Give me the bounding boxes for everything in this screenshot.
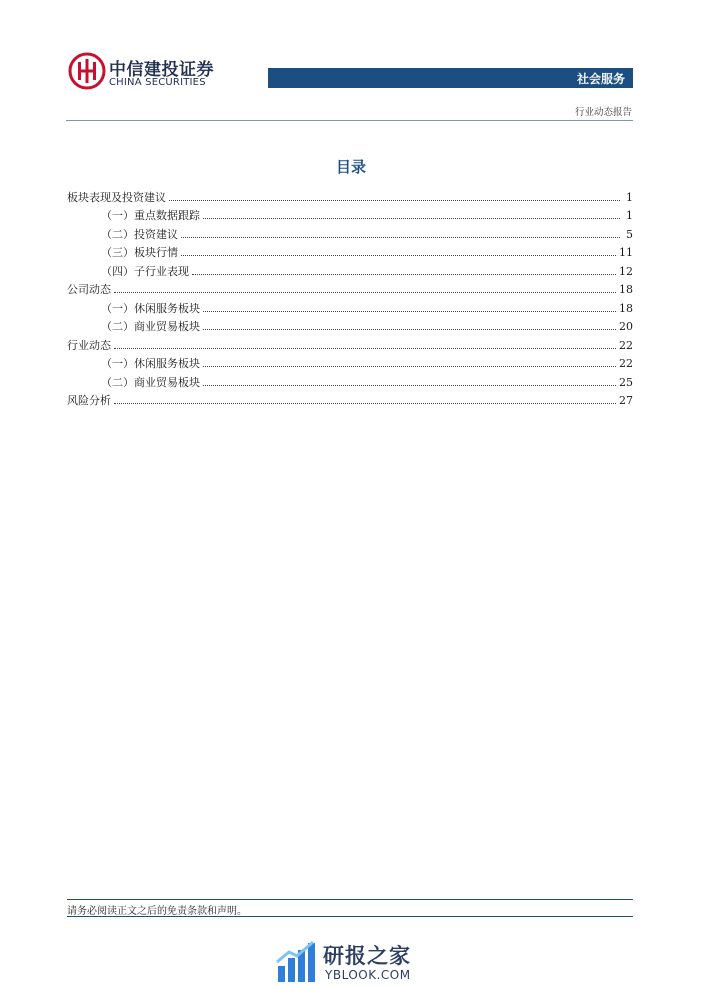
- header-divider: [66, 120, 633, 121]
- toc-entry[interactable]: [67, 296, 633, 315]
- toc-entry[interactable]: [67, 333, 633, 352]
- toc-entry-label: （二）商业贸易板块: [101, 375, 200, 389]
- table-of-contents: [67, 185, 633, 407]
- toc-entry-label: （一）休闲服务板块: [101, 301, 200, 315]
- toc-entry-label: （一）休闲服务板块: [101, 357, 200, 370]
- toc-entry[interactable]: [67, 222, 633, 241]
- toc-entry-label: 行业动态: [67, 338, 111, 352]
- toc-entry[interactable]: [67, 389, 633, 408]
- toc-entry-label: （二）商业贸易板块: [101, 320, 200, 333]
- report-type: 行业动态报告: [574, 107, 632, 118]
- company-logo: [68, 52, 228, 94]
- watermark-name: 研报之家: [323, 944, 411, 968]
- toc-entry-page: 27: [619, 394, 633, 407]
- toc-entry-page: 22: [619, 338, 633, 352]
- toc-entry[interactable]: [67, 259, 633, 278]
- toc-entry-label: 风险分析: [67, 394, 111, 407]
- toc-leader: [114, 291, 616, 293]
- sector-banner: [268, 68, 633, 88]
- toc-entry[interactable]: [67, 352, 633, 371]
- disclaimer-text: 请务必阅读正文之后的免责条款和声明。: [67, 906, 247, 917]
- toc-entry[interactable]: [67, 204, 633, 223]
- toc-entry-page: 5: [626, 227, 633, 241]
- toc-entry[interactable]: [67, 241, 633, 260]
- toc-entry-page: 11: [619, 246, 633, 259]
- toc-entry-page: 20: [619, 320, 633, 333]
- toc-leader: [114, 402, 616, 404]
- toc-leader: [203, 365, 616, 367]
- toc-leader: [181, 254, 616, 256]
- sector-label: 社会服务: [576, 72, 625, 86]
- toc-entry-page: 1: [626, 209, 633, 222]
- toc-entry-page: 22: [619, 357, 633, 370]
- toc-entry-label: （二）投资建议: [101, 227, 178, 241]
- toc-leader: [114, 347, 616, 349]
- logo-chinese-name: 中信建投证券: [109, 60, 214, 80]
- toc-entry[interactable]: [67, 278, 633, 297]
- toc-leader: [169, 199, 620, 201]
- citic-emblem-icon: [68, 52, 106, 90]
- toc-entry[interactable]: [67, 185, 633, 204]
- bar-chart-icon: [275, 940, 319, 984]
- toc-leader: [203, 310, 616, 312]
- toc-leader: [203, 384, 616, 386]
- toc-leader: [181, 236, 620, 238]
- logo-english-name: CHINA SECURITIES: [109, 77, 206, 88]
- footer-divider-bottom: [67, 916, 633, 917]
- toc-entry-page: 25: [619, 375, 633, 389]
- toc-entry-label: （一）重点数据跟踪: [101, 209, 200, 222]
- toc-leader: [203, 217, 620, 219]
- toc-entry-page: 12: [619, 264, 633, 278]
- watermark-logo: [275, 940, 435, 988]
- toc-entry[interactable]: [67, 315, 633, 334]
- toc-entry-label: （三）板块行情: [101, 246, 178, 259]
- toc-entry-label: 板块表现及投资建议: [67, 190, 166, 204]
- toc-entry[interactable]: [67, 370, 633, 389]
- toc-title: 目录: [335, 158, 366, 176]
- toc-entry-page: 18: [619, 301, 633, 315]
- toc-entry-page: 18: [619, 283, 633, 296]
- footer-divider-top: [67, 899, 633, 900]
- toc-leader: [203, 328, 616, 330]
- toc-entry-label: （四）子行业表现: [101, 264, 189, 278]
- toc-entry-label: 公司动态: [67, 283, 111, 296]
- toc-entry-page: 1: [626, 190, 633, 204]
- watermark-domain: YBLOOK.COM: [325, 968, 411, 982]
- toc-leader: [192, 273, 616, 275]
